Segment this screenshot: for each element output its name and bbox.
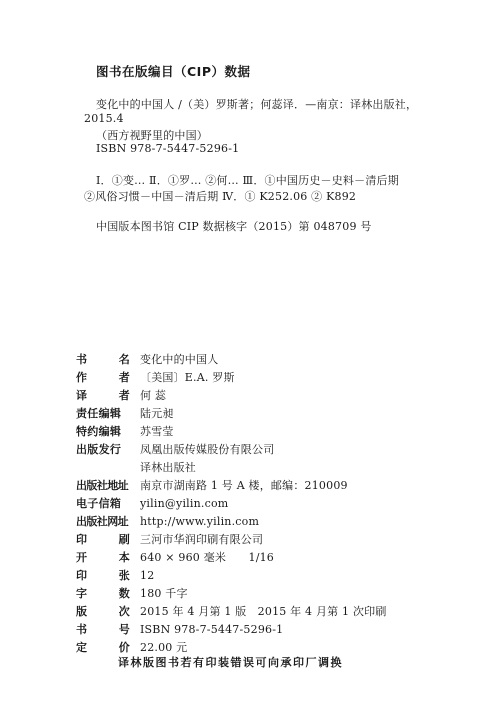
info-value: yilin@yilin.com [140, 496, 229, 510]
info-row [76, 404, 174, 422]
info-value: 陆元昶 [140, 407, 174, 420]
info-value: 三河市华润印刷有限公司 [140, 533, 264, 546]
info-label: 书 名 [76, 353, 130, 366]
info-value: 12 [140, 568, 155, 582]
info-row [76, 530, 263, 548]
info-row [76, 422, 174, 440]
info-row [76, 440, 274, 458]
info-row [76, 602, 387, 620]
info-label: 出版发行 [76, 443, 122, 456]
info-row [76, 350, 218, 368]
info-label: 出版社网址 [76, 515, 128, 528]
info-row [76, 476, 348, 494]
info-value: 译林出版社 [140, 461, 196, 474]
info-value: 南京市湖南路 1 号 A 楼，邮编：210009 [140, 479, 348, 492]
info-row [76, 566, 154, 584]
info-value: 变化中的中国人 [140, 353, 219, 366]
info-value: 何 蕊 [140, 389, 167, 402]
info-row [76, 620, 283, 638]
info-value: 苏雪莹 [140, 425, 174, 438]
info-label: 书 号 [76, 623, 130, 636]
info-label: 版 次 [76, 605, 130, 618]
info-value: 22.00 元 [140, 641, 188, 654]
info-label: 译 者 [76, 389, 130, 402]
info-label: 印 刷 [76, 533, 130, 546]
info-value: 180 千字 [140, 587, 188, 600]
info-label: 开 本 [76, 551, 130, 564]
info-label: 出版社地址 [76, 479, 128, 492]
cip-line: ISBN 978-7-5447-5296-1 [96, 142, 240, 155]
info-row [76, 584, 188, 602]
info-value: 2015 年 4 月第 1 版 2015 年 4 月第 1 次印刷 [140, 605, 387, 618]
info-label: 作 者 [76, 371, 130, 384]
printing-error-notice: 译林版图书若有印装错误可向承印厂调换 [118, 656, 343, 669]
info-row [76, 548, 274, 566]
cip-heading: 图书在版编目（CIP）数据 [96, 64, 251, 79]
cip-line: Ⅰ．①变… Ⅱ．①罗… ②何… Ⅲ．①中国历史－史料－清后期 [96, 174, 399, 187]
info-label: 印 张 [76, 569, 130, 582]
info-label: 定 价 [76, 641, 130, 654]
info-value: http://www.yilin.com [140, 514, 260, 528]
cip-line: （西方视野里的中国） [96, 129, 208, 142]
info-row [76, 386, 166, 404]
cip-line: 中国版本图书馆 CIP 数据核字（2015）第 048709 号 [96, 220, 372, 233]
info-row [76, 458, 196, 476]
info-label: 电子信箱 [76, 497, 122, 510]
info-row [76, 512, 259, 530]
cip-line: ②风俗习惯－中国－清后期 Ⅳ．① K252.06 ② K892 [84, 190, 357, 203]
info-row [76, 368, 235, 386]
info-value: 凤凰出版传媒股份有限公司 [140, 443, 275, 456]
info-row [76, 494, 228, 512]
cip-line: 2015.4 [84, 112, 124, 125]
info-label: 特约编辑 [76, 425, 122, 438]
cip-line: 变化中的中国人 /（美）罗斯著；何蕊译．—南京：译林出版社， [96, 98, 418, 111]
info-value: ISBN 978-7-5447-5296-1 [140, 622, 284, 636]
info-value: 640 × 960 毫米 1/16 [140, 551, 274, 564]
info-value: 〔美国〕E.A. 罗斯 [140, 371, 235, 384]
info-label: 责任编辑 [76, 407, 122, 420]
info-label: 字 数 [76, 587, 130, 600]
